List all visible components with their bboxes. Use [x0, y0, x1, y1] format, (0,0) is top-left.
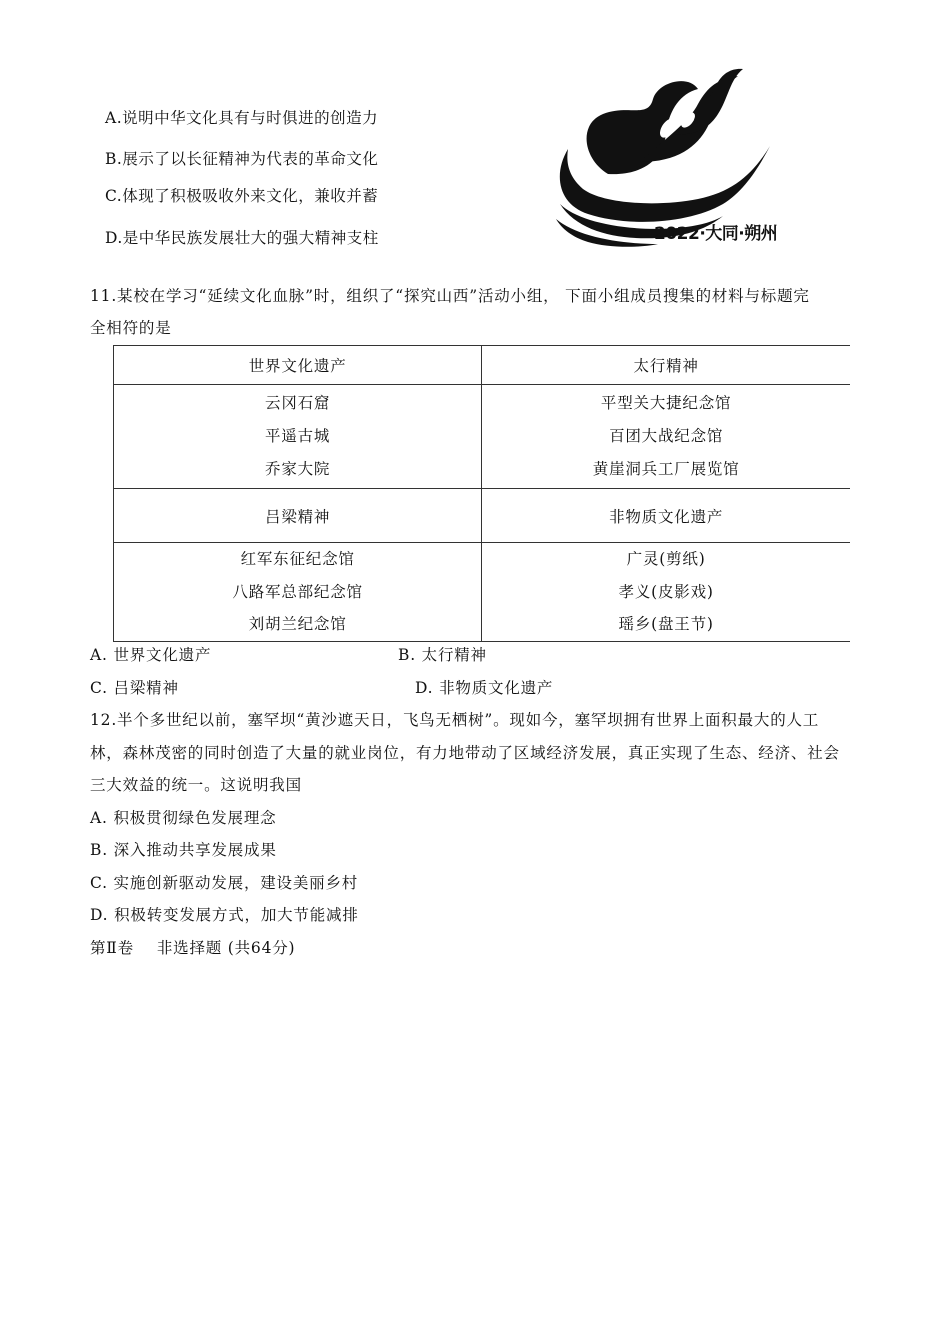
section-title: 第Ⅱ卷 非选择题 (共64分)	[90, 939, 296, 957]
q12-option-a: A. 积极贯彻绿色发展理念	[90, 809, 277, 827]
table-cell-item: 红军东征纪念馆	[240, 550, 355, 569]
table-cell-item: 八路军总部纪念馆	[232, 582, 363, 601]
q11-material-table	[113, 345, 850, 642]
q10-option-a: A.说明中华文化具有与时俱进的创造力	[105, 109, 379, 127]
table-cell-item: 刘胡兰纪念馆	[248, 615, 347, 634]
q12-option-b: B. 深入推动共享发展成果	[90, 841, 277, 859]
table-cell-item: 瑶乡(盘王节)	[618, 615, 714, 634]
q12-option-c: C. 实施创新驱动发展，建设美丽乡村	[90, 874, 359, 892]
table-header-cell: 太行精神	[482, 346, 850, 385]
q11-option-d: D. 非物质文化遗产	[415, 679, 554, 697]
table-cell-item: 广灵(剪纸)	[626, 550, 706, 569]
table-cell	[114, 385, 482, 489]
q10-option-b: B.展示了以长征精神为代表的革命文化	[105, 150, 379, 168]
q11-option-a: A. 世界文化遗产	[90, 646, 212, 664]
q11-option-b: B. 太行精神	[398, 646, 487, 664]
table-cell	[114, 543, 482, 642]
q10-option-d: D.是中华民族发展壮大的强大精神支柱	[105, 229, 379, 247]
table-cell-item: 平遥古城	[265, 427, 331, 445]
q11-option-c: C. 吕梁精神	[90, 679, 179, 697]
q11-stem-line-2: 全相符的是	[90, 319, 172, 337]
q12-stem-line-2: 林，森林茂密的同时创造了大量的就业岗位，有力地带动了区域经济发展，真正实现了生态、经济、社会	[90, 744, 840, 762]
q12-stem-line-3: 三大效益的统一。这说明我国	[90, 776, 302, 794]
table-header-cell: 吕梁精神	[114, 489, 482, 543]
table-header-cell: 非物质文化遗产	[482, 489, 850, 543]
table-cell	[482, 385, 850, 489]
table-cell-item: 云冈石窟	[265, 394, 331, 412]
table-header-cell: 世界文化遗产	[114, 346, 482, 385]
q10-option-c: C.体现了积极吸收外来文化，兼收并蓄	[105, 187, 379, 205]
q11-stem-line-1: 11.某校在学习“延续文化血脉”时，组织了“探究山西”活动小组， 下面小组成员搜集的材料与标题完	[90, 287, 810, 305]
table-cell-item: 百团大战纪念馆	[609, 427, 724, 445]
table-cell-item: 黄崖洞兵工厂展览馆	[592, 460, 740, 478]
q12-stem-line-1: 12.半个多世纪以前，塞罕坝“黄沙遮天日，飞鸟无栖树”。现如今，塞罕坝拥有世界上面积最大的人工	[90, 711, 820, 729]
logo-caption: 2022·大同·朔州	[654, 224, 778, 244]
q12-option-d: D. 积极转变发展方式，加大节能减排	[90, 906, 359, 924]
table-cell	[482, 543, 850, 642]
table-cell-item: 平型关大捷纪念馆	[600, 394, 732, 412]
table-cell-item: 孝义(皮影戏)	[618, 582, 714, 601]
table-cell-item: 乔家大院	[265, 460, 331, 478]
